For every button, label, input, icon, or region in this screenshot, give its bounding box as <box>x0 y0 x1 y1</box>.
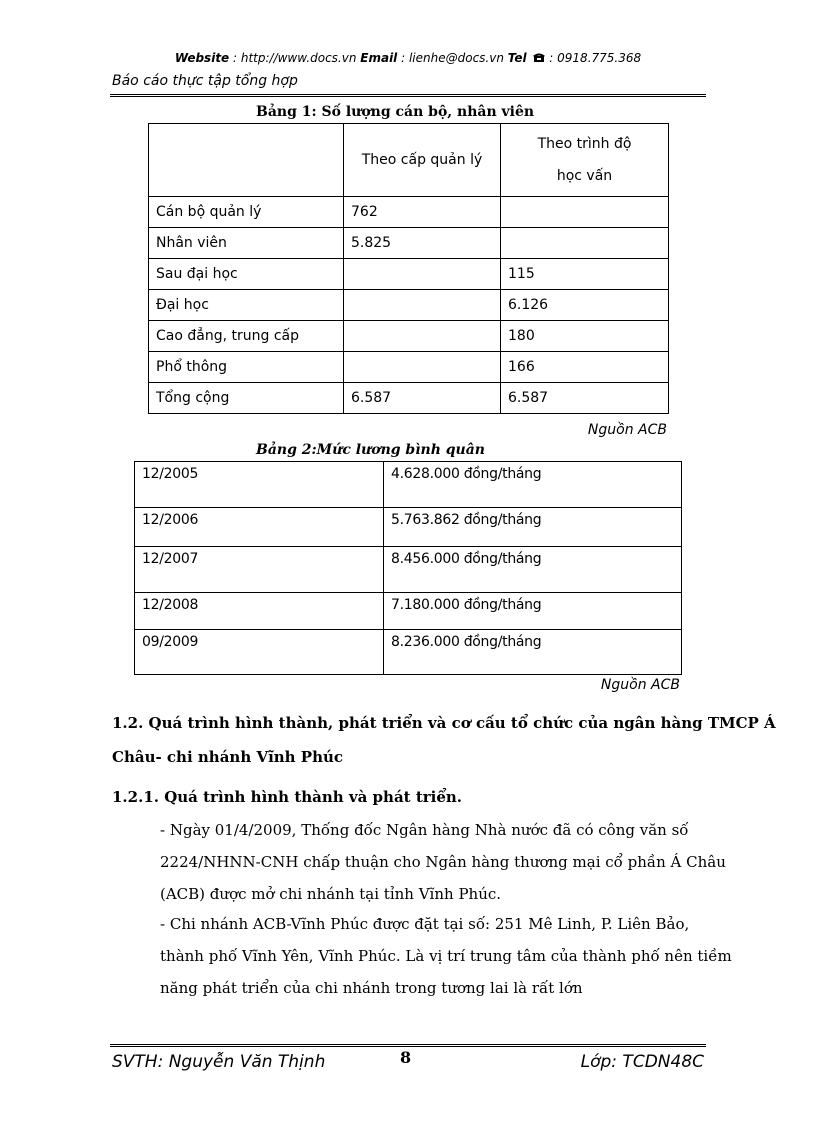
table-row <box>135 547 682 593</box>
table-header-education-line2: học vấn <box>556 168 613 184</box>
row-education-value: 180 <box>501 321 669 352</box>
row-label: Tổng cộng <box>149 383 344 414</box>
row-management-value: 762 <box>344 197 501 228</box>
row-period: 12/2006 <box>135 508 384 547</box>
row-period: 12/2007 <box>135 547 384 593</box>
row-management-value <box>344 321 501 352</box>
row-salary: 8.456.000 đồng/tháng <box>384 547 682 593</box>
table-row <box>149 383 669 414</box>
row-label: Cán bộ quản lý <box>149 197 344 228</box>
tel-value: : 0918.775.368 <box>545 51 642 65</box>
table-header-education-line1: Theo trình độ <box>537 136 632 152</box>
table-header-education <box>501 124 669 197</box>
para1-line1: - Ngày 01/4/2009, Thống đốc Ngân hàng Nhà nước đã có công văn số <box>160 821 689 839</box>
row-education-value: 166 <box>501 352 669 383</box>
tel-label: Tel <box>507 51 527 65</box>
para1-line2: 2224/NHNN-CNH chấp thuận cho Ngân hàng thương mại cổ phần Á Châu <box>160 853 726 871</box>
row-period: 09/2009 <box>135 630 384 675</box>
row-label: Nhân viên <box>149 228 344 259</box>
table1-source: Nguồn ACB <box>587 422 667 438</box>
row-management-value: 6.587 <box>344 383 501 414</box>
table2-caption: Bảng 2:Mức lương bình quân <box>256 442 485 458</box>
table-row <box>149 259 669 290</box>
site-info-bar <box>110 51 706 66</box>
row-label: Cao đẳng, trung cấp <box>149 321 344 352</box>
table-row <box>135 630 682 675</box>
table-row <box>149 352 669 383</box>
row-label: Đại học <box>149 290 344 321</box>
row-management-value: 5.825 <box>344 228 501 259</box>
email-value[interactable]: : lienhe@docs.vn <box>397 51 508 65</box>
table-header-row <box>149 124 669 197</box>
table-row <box>135 508 682 547</box>
row-salary: 8.236.000 đồng/tháng <box>384 630 682 675</box>
para2-line2: thành phố Vĩnh Yên, Vĩnh Phúc. Là vị trí trung tâm của thành phố nên tiềm <box>160 947 732 965</box>
section-heading-line1: 1.2. Quá trình hình thành, phát triển và cơ cấu tổ chức của ngân hàng TMCP Á <box>112 714 776 732</box>
report-title: Báo cáo thực tập tổng hợp <box>112 73 298 89</box>
footer-divider <box>110 1044 706 1047</box>
table-row <box>149 290 669 321</box>
staff-count-table <box>148 123 669 414</box>
row-education-value <box>501 197 669 228</box>
row-period: 12/2008 <box>135 593 384 630</box>
table1-caption: Bảng 1: Số lượng cán bộ, nhân viên <box>256 104 535 120</box>
table-row <box>149 321 669 352</box>
row-salary: 4.628.000 đồng/tháng <box>384 462 682 508</box>
row-salary: 7.180.000 đồng/tháng <box>384 593 682 630</box>
table2-source: Nguồn ACB <box>600 677 680 693</box>
table-header-management: Theo cấp quản lý <box>344 124 501 197</box>
row-management-value <box>344 352 501 383</box>
subsection-heading: 1.2.1. Quá trình hình thành và phát triển. <box>112 788 463 806</box>
row-education-value: 6.126 <box>501 290 669 321</box>
row-label: Phổ thông <box>149 352 344 383</box>
table-row <box>135 462 682 508</box>
row-management-value <box>344 259 501 290</box>
website-label: Website <box>174 51 230 65</box>
row-education-value: 6.587 <box>501 383 669 414</box>
row-management-value <box>344 290 501 321</box>
table-row <box>149 228 669 259</box>
email-label: Email <box>360 51 398 65</box>
footer-student: SVTH: Nguyễn Văn Thịnh <box>112 1052 326 1072</box>
para2-line3: năng phát triển của chi nhánh trong tương lai là rất lớn <box>160 979 583 997</box>
para2-line1: - Chi nhánh ACB-Vĩnh Phúc được đặt tại số: 251 Mê Linh, P. Liên Bảo, <box>160 915 690 933</box>
section-heading-line2: Châu- chi nhánh Vĩnh Phúc <box>112 748 344 766</box>
phone-icon <box>533 52 545 66</box>
table-row <box>135 593 682 630</box>
table-header-empty <box>149 124 344 197</box>
header-divider <box>110 94 706 97</box>
table-row <box>149 197 669 228</box>
row-education-value <box>501 228 669 259</box>
footer-class: Lớp: TCDN48C <box>580 1052 704 1072</box>
para1-line3: (ACB) được mở chi nhánh tại tỉnh Vĩnh Phúc. <box>160 885 502 903</box>
website-value[interactable]: : http://www.docs.vn <box>229 51 361 65</box>
row-label: Sau đại học <box>149 259 344 290</box>
row-period: 12/2005 <box>135 462 384 508</box>
average-salary-table <box>134 461 682 675</box>
page-number: 8 <box>400 1048 412 1067</box>
row-education-value: 115 <box>501 259 669 290</box>
row-salary: 5.763.862 đồng/tháng <box>384 508 682 547</box>
